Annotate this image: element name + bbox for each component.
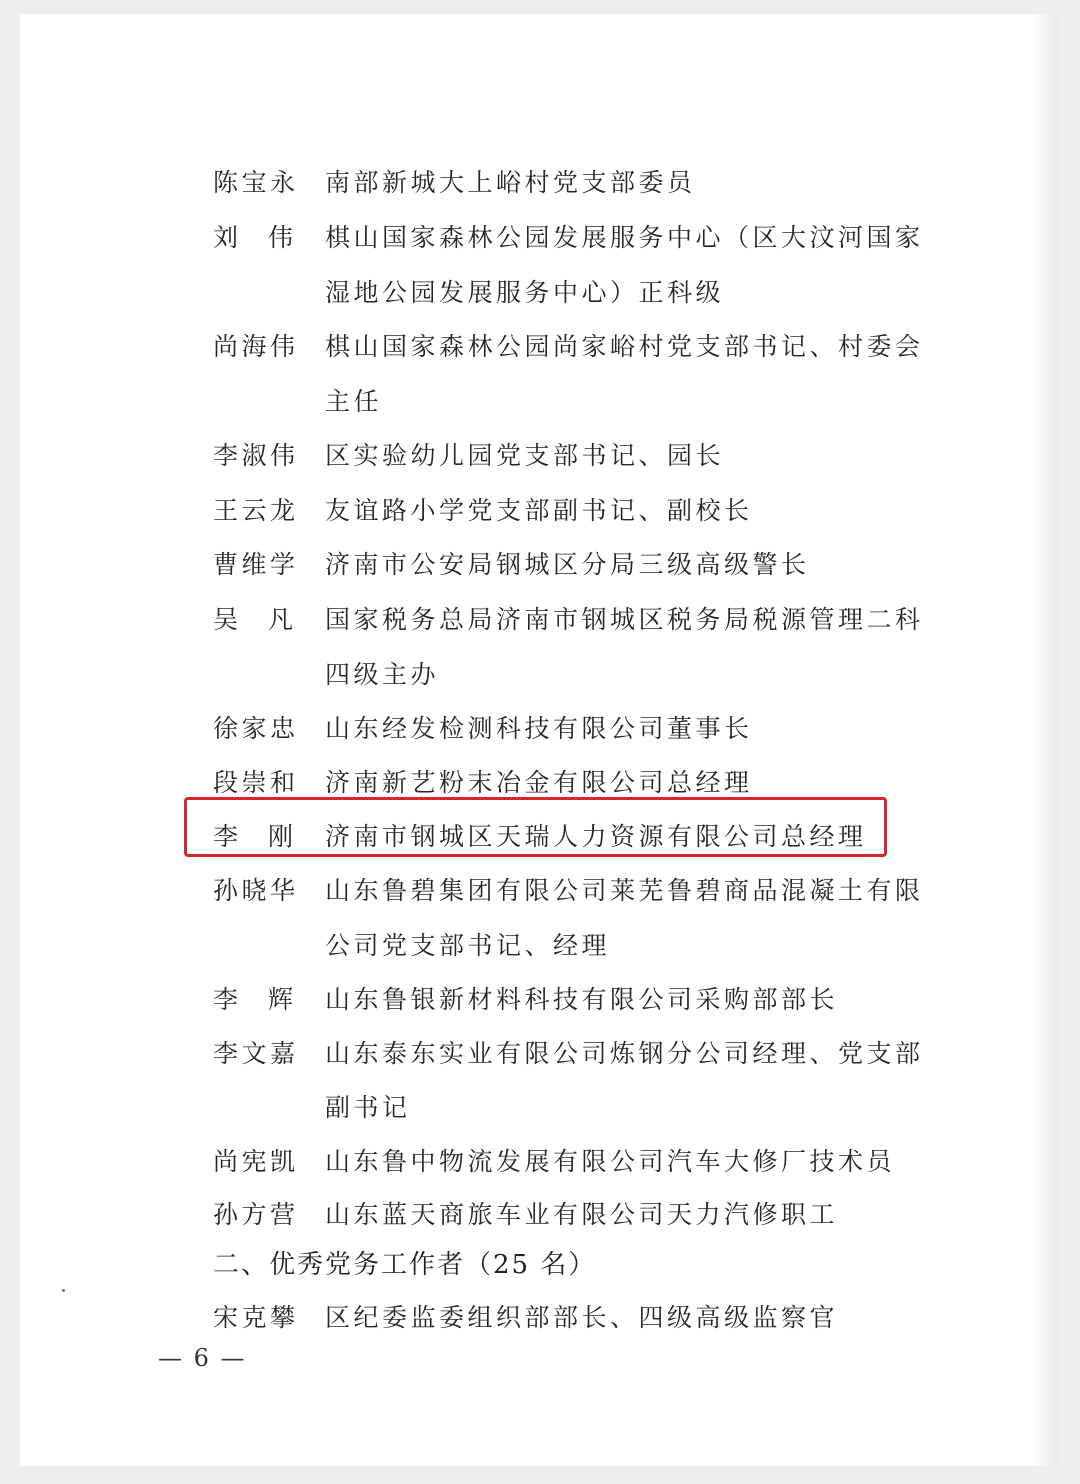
- person-duty: 山东泰东实业有限公司炼钢分公司经理、党支部: [325, 1039, 924, 1068]
- person-duty: 山东鲁银新材料科技有限公司采购部部长: [325, 985, 839, 1014]
- person-duty: 济南新艺粉末冶金有限公司总经理: [325, 768, 753, 797]
- person-name: 陈宝永: [213, 168, 299, 197]
- person-duty: 区实验幼儿园党支部书记、园长: [325, 441, 725, 470]
- person-duty: 友谊路小学党支部副书记、副校长: [325, 496, 753, 525]
- person-duty: 棋山国家森林公园发展服务中心（区大汶河国家: [325, 223, 924, 252]
- person-name: 孙方营: [213, 1200, 299, 1229]
- person-duty: 山东蓝天商旅车业有限公司天力汽修职工: [325, 1200, 839, 1229]
- person-duty: 区纪委监委组织部部长、四级高级监察官: [325, 1303, 839, 1332]
- person-name: 李淑伟: [213, 441, 299, 470]
- person-duty: 棋山国家森林公园尚家峪村党支部书记、村委会: [325, 332, 924, 361]
- person-name: 段崇和: [213, 768, 299, 797]
- person-duty: 济南市钢城区天瑞人力资源有限公司总经理: [325, 822, 867, 851]
- person-duty: 副书记: [325, 1093, 411, 1122]
- person-name: 刘伟: [213, 223, 324, 252]
- person-name: 曹维学: [213, 550, 299, 579]
- section-heading: 二、优秀党务工作者（25 名）: [213, 1250, 597, 1280]
- person-duty: 主任: [325, 387, 383, 416]
- person-duty: 山东鲁中物流发展有限公司汽车大修厂技术员: [325, 1147, 896, 1176]
- person-duty: 南部新城大上峪村党支部委员: [325, 168, 696, 197]
- person-duty: 湿地公园发展服务中心）正科级: [325, 278, 725, 307]
- person-name: 吴凡: [213, 605, 324, 634]
- person-duty: 山东经发检测科技有限公司董事长: [325, 714, 753, 743]
- person-name: 李辉: [213, 985, 324, 1014]
- document-page: [20, 14, 1058, 1466]
- scan-speck: [62, 1289, 65, 1292]
- person-name: 李刚: [213, 822, 324, 851]
- person-name: 徐家忠: [213, 714, 299, 743]
- person-duty: 国家税务总局济南市钢城区税务局税源管理二科: [325, 605, 924, 634]
- page-number: — 6 —: [158, 1344, 247, 1372]
- person-duty: 公司党支部书记、经理: [325, 931, 611, 960]
- person-name: 孙晓华: [213, 876, 299, 905]
- person-name: 王云龙: [213, 496, 299, 525]
- person-duty: 济南市公安局钢城区分局三级高级警长: [325, 550, 810, 579]
- highlight-box: [184, 797, 887, 857]
- page-edge-shadow: [1032, 14, 1058, 1466]
- person-name: 尚海伟: [213, 332, 299, 361]
- person-name: 李文嘉: [213, 1039, 299, 1068]
- person-name: 宋克攀: [213, 1303, 299, 1332]
- person-duty: 山东鲁碧集团有限公司莱芜鲁碧商品混凝土有限: [325, 876, 924, 905]
- person-name: 尚宪凯: [213, 1147, 299, 1176]
- person-duty: 四级主办: [325, 660, 440, 689]
